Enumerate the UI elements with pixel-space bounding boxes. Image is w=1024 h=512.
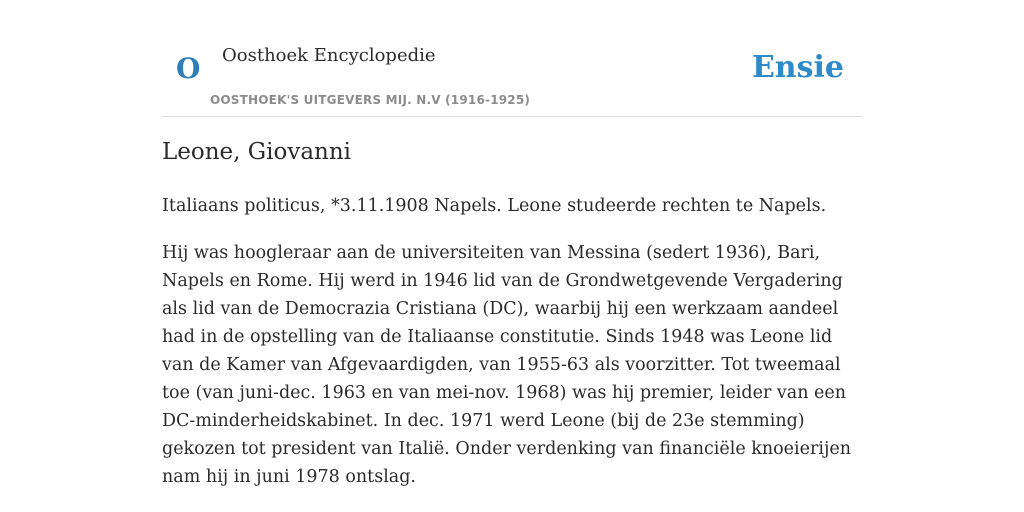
source-logo-icon[interactable]: O <box>176 52 201 85</box>
source-title-link[interactable]: Oosthoek Encyclopedie <box>222 45 436 66</box>
ensie-logo-link[interactable]: Ensie <box>751 50 844 85</box>
entry-paragraph: Hij was hoogleraar aan de universiteiten van Messina (sedert 1936), Bari, Napels en Rome. Hij werd in 1946 lid van de Grondwetgevende Vergadering als lid van de Democrazia Cristiana (DC), waarbij hij een werkzaam aandeel had in de opstelling van de Italiaanse constitutie. Sinds 1948 was Leone lid van de Kamer van Afgevaardigden, van 1955-63 als voorzitter. Tot tweemaal toe (van juni-dec. 1963 en van mei-nov. 1968) was hij premier, leider van een DC-minderheidskabinet. In dec. 1971 werd Leone (bij de 23e stemming) gekozen tot president van Italië. Onder verdenking van financiële knoeierijen nam hij in juni 1978 ontslag. <box>162 243 851 487</box>
entry-paragraph: Italiaans politicus, *3.11.1908 Napels. Leone studeerde rechten te Napels. <box>162 196 827 216</box>
source-subtitle: OOSTHOEK'S UITGEVERS MIJ. N.V (1916-1925) <box>210 93 531 107</box>
entry-content <box>162 192 862 510</box>
entry-title: Leone, Giovanni <box>162 139 352 165</box>
source-header <box>162 0 862 117</box>
